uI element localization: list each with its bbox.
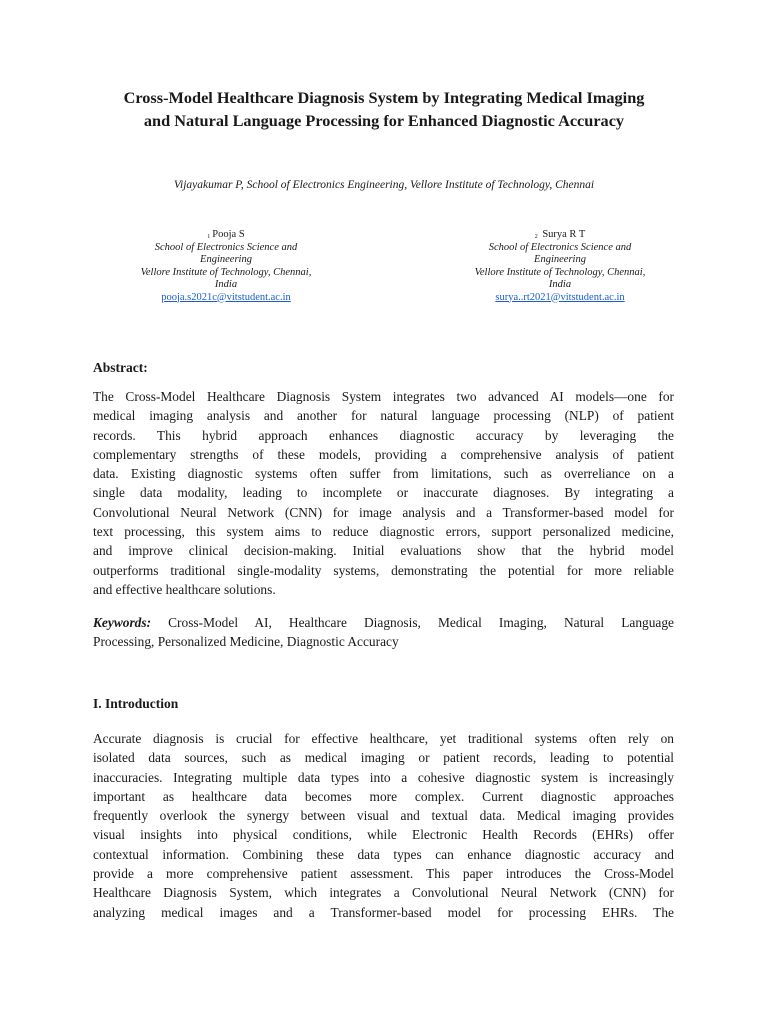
text-line: Accurate diagnosis is crucial for effective healthcare, yet traditional systems often rely on bbox=[93, 731, 674, 746]
author-name: $^1$ Pooja S bbox=[207, 229, 245, 240]
abstract-body bbox=[93, 387, 674, 599]
section-heading-introduction: I. Introduction bbox=[93, 696, 179, 711]
text-line: records. This hybrid approach enhances diagnostic accuracy by leveraging the bbox=[93, 427, 674, 443]
text-line: Healthcare Diagnosis System, which integrates a Convolutional Neural Network (CNN) for bbox=[93, 885, 674, 901]
author-affiliation: Vellore Institute of Technology, Chennai, bbox=[140, 266, 312, 278]
text-line: single data modality, leading to incomplete or inaccurate diagnoses. By integrating a bbox=[93, 485, 674, 501]
text-line: inaccuracies. Integrating multiple data types into a cohesive diagnostic system is increasingly bbox=[93, 769, 674, 785]
author-affiliation: Vellore Institute of Technology, Chennai, bbox=[474, 266, 646, 278]
text-line: contextual information. Combining these data types can enhance diagnostic accuracy and bbox=[93, 846, 674, 862]
author-block-2 bbox=[450, 229, 670, 304]
text-line: isolated data sources, such as medical imaging or patient records, leading to potential bbox=[93, 750, 674, 766]
author-affiliation: Engineering bbox=[200, 254, 252, 265]
text-line: Processing, Personalized Medicine, Diagnostic Accuracy bbox=[93, 634, 399, 650]
main-author: Vijayakumar P, School of Electronics Engineering, Vellore Institute of Technology, Chennai bbox=[173, 179, 595, 191]
title-line: Cross-Model Healthcare Diagnosis System by Integrating Medical Imaging bbox=[123, 88, 645, 107]
author-affiliation: School of Electronics Science and bbox=[154, 241, 298, 253]
author-affiliation: School of Electronics Science and bbox=[488, 241, 632, 253]
author-affiliation: India bbox=[214, 279, 238, 290]
text-line: data. Existing diagnostic systems often suffer from limitations, such as overreliance on a bbox=[93, 466, 674, 482]
keywords-paragraph bbox=[93, 613, 674, 652]
author-affiliation: Engineering bbox=[534, 254, 586, 265]
text-line: and improve clinical decision-making. Initial evaluations show that the hybrid model bbox=[93, 543, 674, 559]
text-line: text processing, this system aims to reduce diagnostic errors, support personalized medicine, bbox=[93, 524, 674, 540]
text-line: The Cross-Model Healthcare Diagnosis System integrates two advanced AI models—one for bbox=[93, 389, 674, 404]
text-line: and effective healthcare solutions. bbox=[93, 581, 276, 597]
author-email-link[interactable]: surya..rt2021@vitstudent.ac.in bbox=[495, 291, 625, 303]
text-line bbox=[93, 613, 674, 632]
abstract-heading: Abstract: bbox=[93, 360, 148, 375]
title-line: and Natural Language Processing for Enhanced Diagnostic Accuracy bbox=[143, 111, 625, 130]
paper-title bbox=[70, 86, 698, 132]
keywords-label: Keywords: bbox=[93, 615, 152, 630]
keywords-text: Cross-Model AI, Healthcare Diagnosis, Medical Imaging, Natural Language bbox=[151, 615, 674, 630]
text-line: medical imaging analysis and another for natural language processing (NLP) of patient bbox=[93, 408, 674, 424]
text-line: provide a more comprehensive patient assessment. This paper introduces the Cross-Model bbox=[93, 866, 674, 882]
text-line: Convolutional Neural Network (CNN) for image analysis and a Transformer-based model for bbox=[93, 504, 674, 520]
author-number: 2 bbox=[534, 234, 538, 240]
text-line: important as healthcare data becomes more complex. Current diagnostic approaches bbox=[93, 788, 674, 804]
text-line: analyzing medical images and a Transformer-based model for processing EHRs. The bbox=[93, 904, 674, 920]
introduction-body bbox=[93, 729, 674, 922]
author-email-link[interactable]: pooja.s2021c@vitstudent.ac.in bbox=[161, 291, 291, 303]
text-line: complementary strengths of these models, providing a comprehensive analysis of patient bbox=[93, 446, 674, 462]
author-name: $^2$ Surya R T bbox=[534, 229, 586, 240]
author-block-1 bbox=[116, 229, 336, 304]
author-affiliation: India bbox=[548, 279, 572, 290]
text-line: outperforms traditional single-modality systems, demonstrating the potential for more reliable bbox=[93, 562, 674, 578]
text-line: visual insights into physical conditions, while Electronic Health Records (EHRs) offer bbox=[93, 827, 674, 843]
author-number: 1 bbox=[207, 234, 211, 240]
text-line: frequently overlook the synergy between visual and textual data. Medical imaging provides bbox=[93, 808, 674, 824]
